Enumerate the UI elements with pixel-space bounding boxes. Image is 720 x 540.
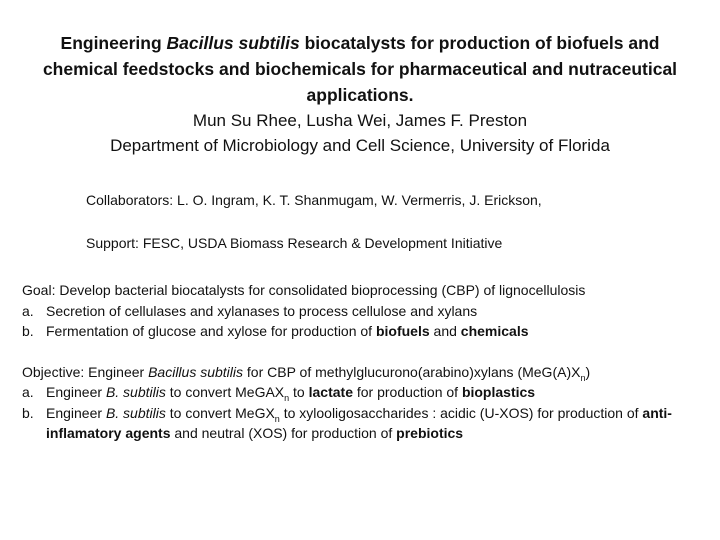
item-text: Engineer B. subtilis to convert MeGAX$_n$ to lactate for production of bioplastics: [46, 384, 536, 403]
goal-statement: Goal: Develop bacterial biocatalysts for consolidated bioprocessing (CBP) of lignocellulosis: [22, 282, 586, 298]
item-label: a.: [22, 384, 34, 400]
item-label: b.: [22, 404, 34, 421]
slide-title: [40, 30, 680, 108]
collaborators: Collaborators: L. O. Ingram, K. T. Shanmugam, W. Vermerris, J. Erickson,: [86, 192, 542, 208]
title-organism: Bacillus subtilis: [166, 33, 300, 53]
authors: Mun Su Rhee, Lusha Wei, James F. Preston: [192, 111, 528, 130]
body-text: [22, 280, 702, 444]
item-label: a.: [22, 302, 34, 319]
item-label: b.: [22, 323, 34, 339]
objective-statement: Objective: Engineer Bacillus subtilis for CBP of methylglucurono(arabino)xylans $(MeG(A)X_n)$: [22, 363, 591, 383]
item-text: Secretion of cellulases and xylanases to process cellulose and xylans: [46, 302, 478, 319]
goal-item-b: [22, 321, 702, 342]
title-part: Engineering: [60, 33, 167, 53]
support: Support: FESC, USDA Biomass Research & Development Initiative: [86, 235, 503, 251]
department: Department of Microbiology and Cell Science, University of Florida: [110, 136, 610, 155]
title-part: biocatalysts for production of biofuels and chemical feedstocks and biochemicals for pharmaceutical and nutraceutical applications.: [42, 33, 678, 105]
objective-item-a: [22, 382, 702, 403]
title-block: [40, 30, 680, 158]
item-text: Engineer B. subtilis to convert MeGX$_n$ to xylooligosaccharides : acidic (U-XOS) for production of anti-inflamatory agents and neutral (XOS) for production of prebiotics: [46, 404, 672, 441]
objective-item-b: [22, 403, 702, 444]
goal-item-a: [22, 301, 702, 322]
credits: [86, 190, 686, 253]
item-text: Fermentation of glucose and xylose for production of biofuels and chemicals: [46, 323, 529, 339]
